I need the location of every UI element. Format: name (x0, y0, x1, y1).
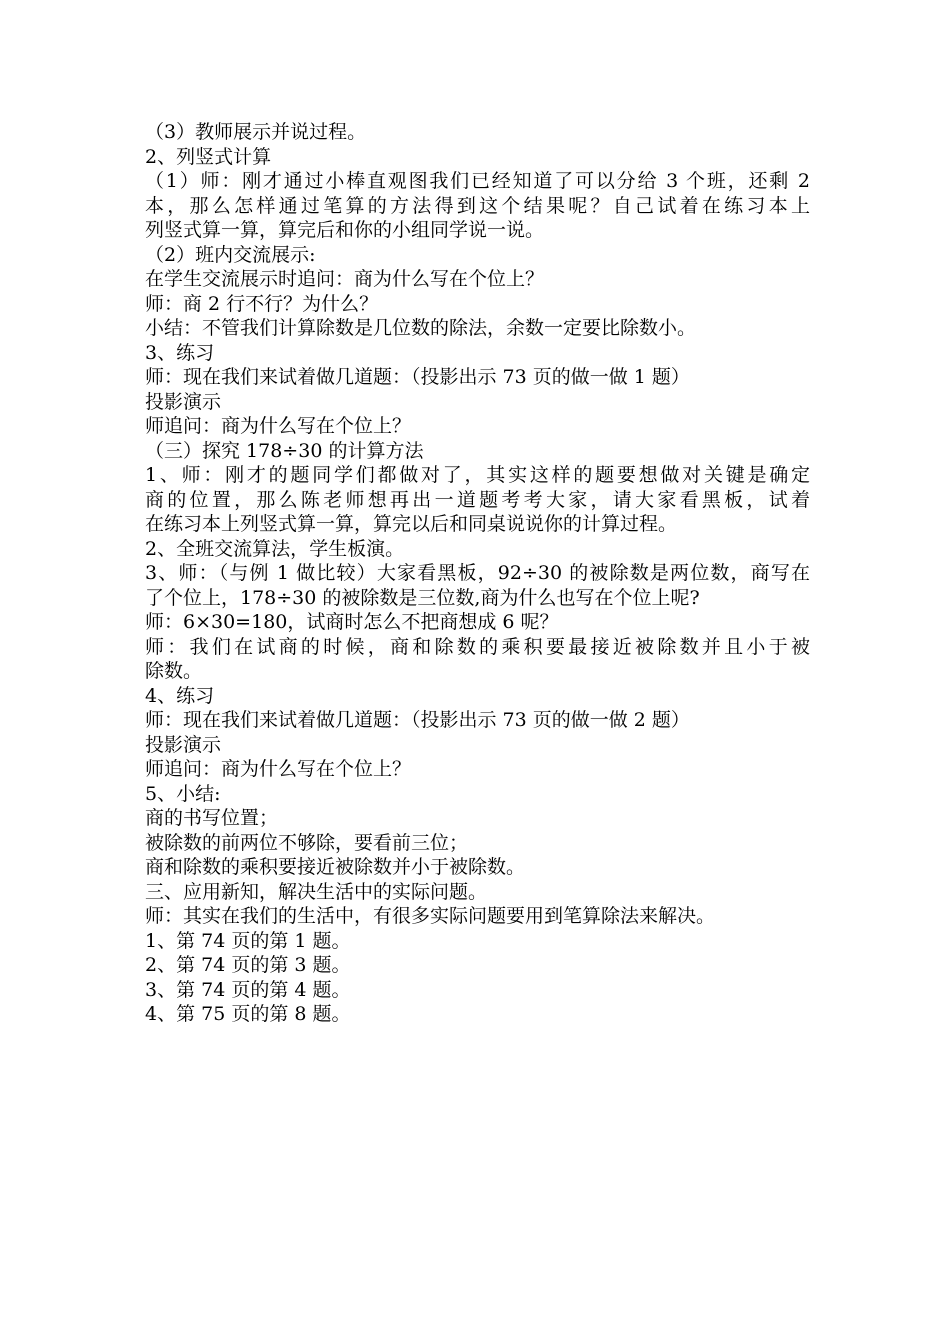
exercise-item: 1、第 74 页的第 1 题。 (145, 929, 351, 952)
exercise-item: 2、第 74 页的第 3 题。 (145, 954, 351, 976)
text-line: 1、师：刚才的题同学们都做对了，其实这样的题要想做对关键是确定 (145, 464, 810, 486)
section-heading: 4、练习 (145, 684, 215, 707)
text-line: 2、全班交流算法，学生板演。 (145, 537, 405, 560)
text-line: 师追问：商为什么写在个位上？ (145, 415, 412, 437)
text-line: （3）教师展示并说过程。 (145, 121, 367, 143)
text-line: 被除数的前两位不够除，要看前三位； (145, 831, 469, 854)
text-line: （2）班内交流展示: (145, 243, 316, 266)
text-line: 了个位上，178÷30 的被除数是三位数,商为什么也写在个位上呢? (145, 586, 700, 609)
text-line: 师：6×30=180，试商时怎么不把商想成 6 呢？ (145, 611, 559, 633)
section-heading: 5、小结: (145, 782, 221, 805)
text-line: 在学生交流展示时追问：商为什么写在个位上？ (145, 268, 545, 290)
section-heading: 三、应用新知，解决生活中的实际问题。 (145, 880, 488, 903)
text-line: （1）师：刚才通过小棒直观图我们已经知道了可以分给 3 个班，还剩 2 (145, 170, 810, 192)
text-line: 在练习本上列竖式算一算，算完以后和同桌说说你的计算过程。 (145, 513, 678, 535)
text-line: 商的位置，那么陈老师想再出一道题考考大家，请大家看黑板，试着 (145, 488, 810, 511)
exercise-item: 3、第 74 页的第 4 题。 (145, 978, 351, 1001)
text-line: 除数。 (145, 660, 203, 682)
text-line: 商和除数的乘积要接近被除数并小于被除数。 (145, 856, 526, 878)
text-line: 师：其实在我们的生活中，有很多实际问题要用到笔算除法来解决。 (145, 905, 716, 927)
text-line: 本，那么怎样通过笔算的方法得到这个结果呢？自己试着在练习本上 (145, 194, 810, 217)
text-line: 投影演示 (145, 390, 222, 413)
section-heading: 3、练习 (145, 341, 215, 364)
text-line: 师追问：商为什么写在个位上？ (145, 758, 412, 780)
text-line: 商的书写位置； (145, 807, 279, 829)
text-line: 师：我们在试商的时候，商和除数的乘积要最接近被除数并且小于被 (145, 635, 810, 658)
text-line: 师：现在我们来试着做几道题：（投影出示 73 页的做一做 1 题） (145, 366, 690, 388)
section-heading: （三）探究 178÷30 的计算方法 (145, 439, 424, 462)
section-heading: 2、列竖式计算 (145, 145, 272, 168)
text-line: 列竖式算一算，算完后和你的小组同学说一说。 (145, 219, 545, 241)
text-line: 师：现在我们来试着做几道题：（投影出示 73 页的做一做 2 题） (145, 709, 690, 731)
document-page (145, 120, 810, 1027)
text-line: 小结：不管我们计算除数是几位数的除法，余数一定要比除数小。 (145, 317, 697, 339)
text-line: 师：商 2 行不行？为什么？ (145, 292, 379, 315)
text-line: 投影演示 (145, 733, 222, 756)
text-line: 3、师：（与例 1 做比较）大家看黑板，92÷30 的被除数是两位数，商写在 (145, 562, 810, 584)
exercise-item: 4、第 75 页的第 8 题。 (145, 1003, 351, 1025)
